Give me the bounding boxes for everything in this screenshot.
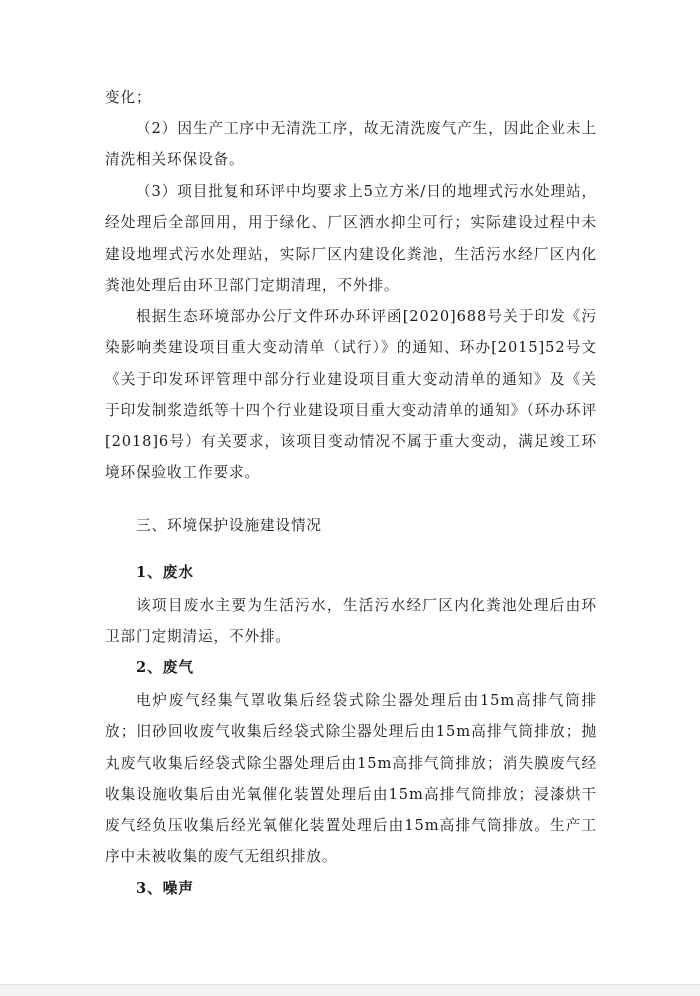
subheading-waste-gas: 2、废气 [136, 659, 194, 676]
paragraph-waste-gas: 电炉废气经集气罩收集后经袋式除尘器处理后由15m高排气筒排放；旧砂回收废气收集后经袋式除尘器处理后由15m高排气筒排放；抛丸废气收集后经袋式除尘器处理后由15m高排气筒排放；消失膜废气经收集设施收集后由光氧催化装置处理后由15m高排气筒排放；浸漆烘干废气经负压收集后经光氧催化装置处理后由15m高排气筒排放。生产工序中未被收集的废气无组织排放。 [105, 692, 597, 866]
subheading-noise: 3、噪声 [136, 880, 194, 897]
paragraph-regulation: 根据生态环境部办公厅文件环办环评函[2020]688号关于印发《污染影响类建设项目重大变动清单（试行）》的通知、环办[2015]52号文《关于印发环评管理中部分行业建设项目重大变动清单的通知》及《关于印发制浆造纸等十四个行业建设项目重大变动清单的通知》（环办环评[2018]6号）有关要求，该项目变动情况不属于重大变动，满足竣工环境环保验收工作要求。 [105, 308, 597, 482]
paragraph-wastewater: 该项目废水主要为生活污水，生活污水经厂区内化粪池处理后由环卫部门定期清运，不外排。 [105, 597, 597, 646]
subheading-wastewater: 1、废水 [136, 564, 194, 581]
paragraph-item-2: （2）因生产工序中无清洗工序，故无清洗废气产生，因此企业未上清洗相关环保设备。 [105, 120, 597, 169]
paragraph-continuation: 变化； [105, 89, 152, 106]
section-heading-environmental-facilities: 三、环境保护设施建设情况 [136, 517, 322, 534]
paragraph-item-3: （3）项目批复和环评中均要求上5立方米/日的地埋式污水处理站，经处理后全部回用，用于绿化、厂区洒水抑尘可行；实际建设过程中未建设地埋式污水处理站，实际厂区内建设化粪池，生活污水经厂区内化粪池处理后由环卫部门定期清理，不外排。 [105, 183, 597, 294]
page-bottom-edge [0, 984, 700, 996]
